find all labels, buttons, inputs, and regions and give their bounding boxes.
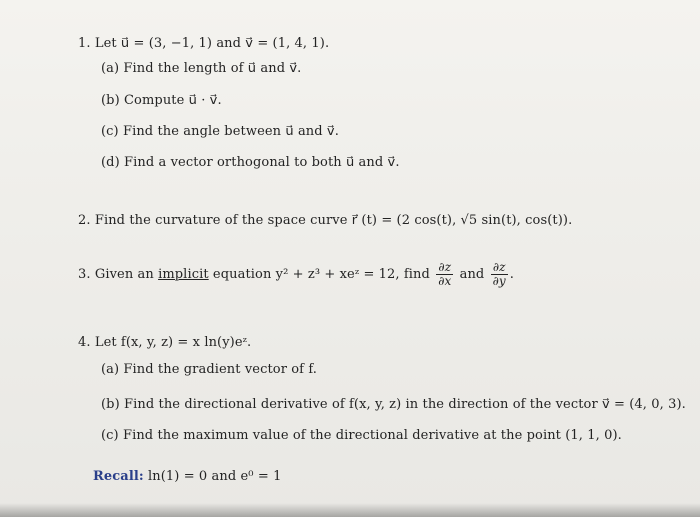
question-1d: (d) Find a vector orthogonal to both u⃗ and v⃗. <box>101 155 400 170</box>
question-1-stem: 1. Let u⃗ = (3, −1, 1) and v⃗ = (1, 4, 1). <box>78 36 330 51</box>
question-3-and: and <box>459 267 485 282</box>
recall-text: ln(1) = 0 and e⁰ = 1 <box>148 469 282 484</box>
question-3-stem <box>78 260 514 290</box>
question-4a: (a) Find the gradient vector of f. <box>101 362 318 377</box>
question-3-implicit: implicit <box>158 267 209 282</box>
recall-label: Recall: <box>93 469 144 484</box>
partial-z-x-fraction <box>436 261 453 288</box>
fraction-1-denominator: ∂x <box>438 274 452 288</box>
fraction-2-numerator: ∂z <box>491 261 508 275</box>
partial-z-y-fraction <box>491 261 508 288</box>
question-1a: (a) Find the length of u⃗ and v⃗. <box>101 61 302 76</box>
question-4b: (b) Find the directional derivative of f(x, y, z) in the direction of the vector v⃗ = (4, 0, 3). <box>101 397 686 412</box>
question-4-stem: 4. Let f(x, y, z) = x ln(y)eᶻ. <box>78 335 252 350</box>
page-bottom-shadow <box>0 503 700 517</box>
question-3-equation: equation y² + z³ + xeᶻ = 12, find <box>212 267 430 282</box>
question-3-pre: 3. Given an <box>78 267 154 282</box>
question-3-end: . <box>509 267 515 282</box>
question-2-stem: 2. Find the curvature of the space curve r⃗ (t) = (2 cos(t), √5 sin(t), cos(t)). <box>78 213 573 228</box>
question-1b: (b) Compute u⃗ · v⃗. <box>101 93 222 108</box>
question-4c: (c) Find the maximum value of the directional derivative at the point (1, 1, 0). <box>101 428 622 443</box>
fraction-2-denominator: ∂y <box>492 274 506 288</box>
question-1c: (c) Find the angle between u⃗ and v⃗. <box>101 124 339 139</box>
recall-note <box>93 469 281 485</box>
fraction-1-numerator: ∂z <box>436 261 453 275</box>
